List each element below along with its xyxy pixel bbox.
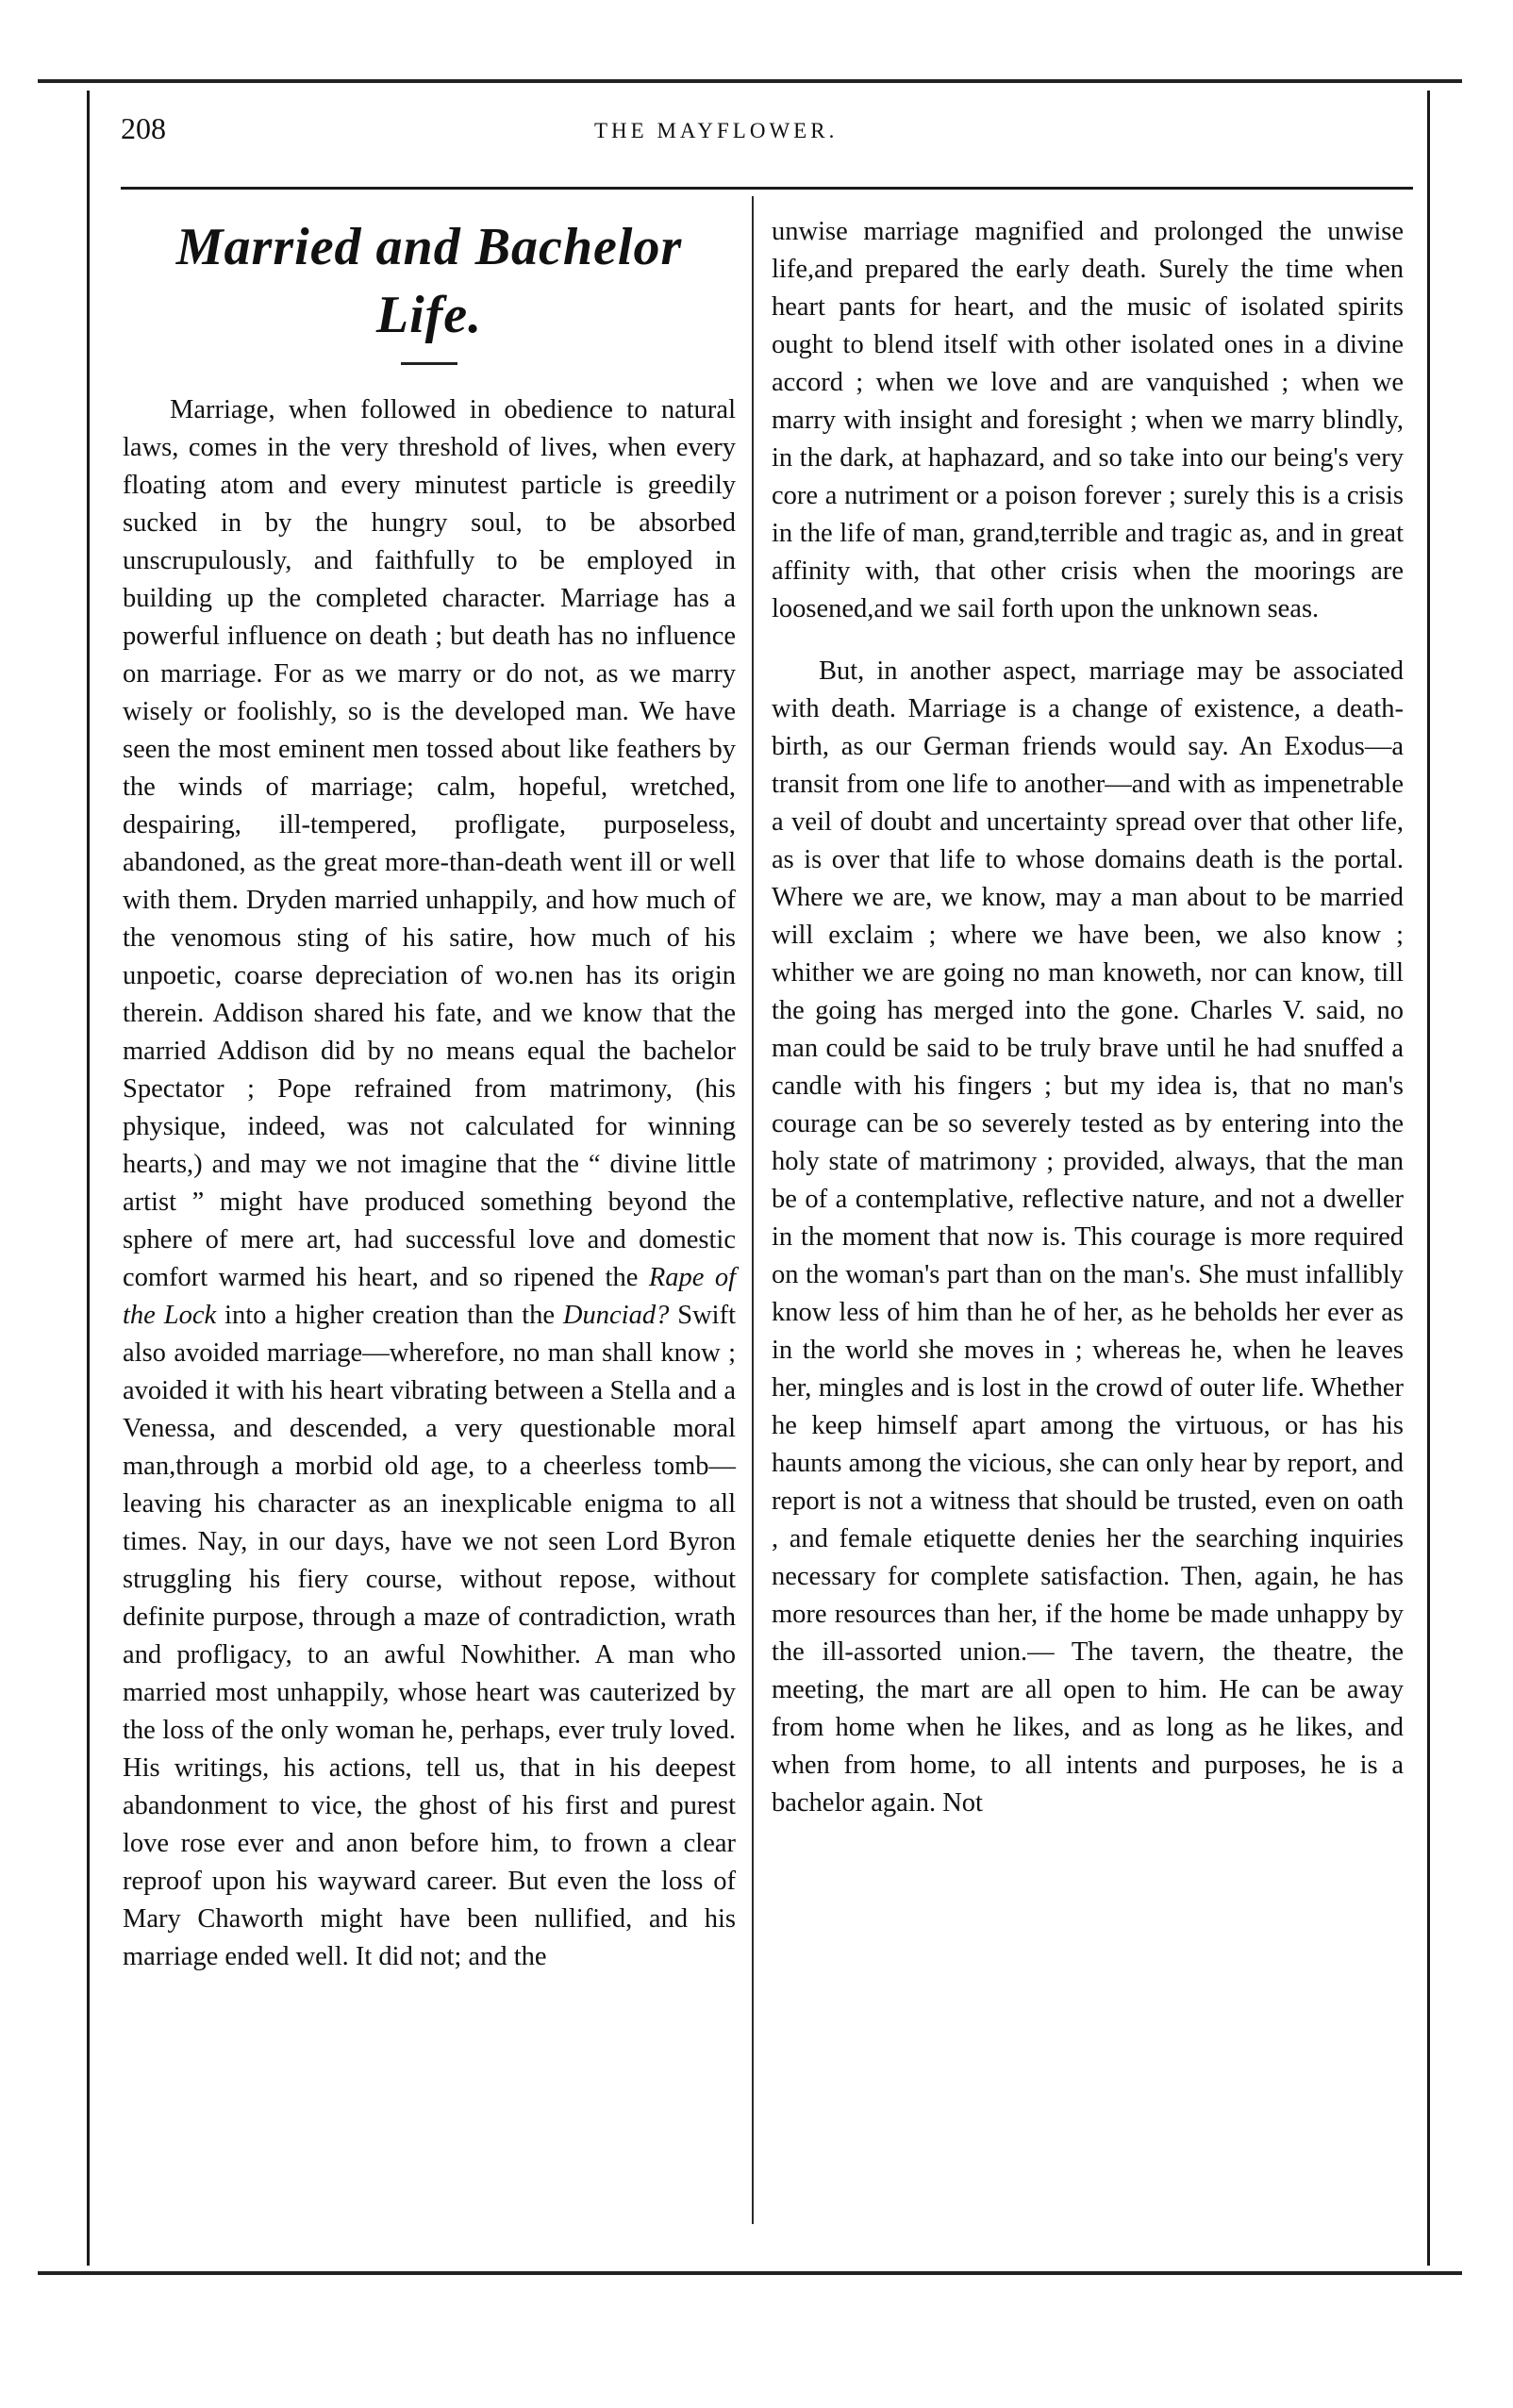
title-reference-dunciad: Dunciad? <box>562 1301 670 1330</box>
column-divider <box>752 196 754 2224</box>
header-rule <box>121 187 1413 190</box>
paragraph-1-text-a: Marriage, when followed in obedience to natural laws, comes in the very threshold of lives, when every floating atom and every minutest particle is greedily sucked in by the hungry soul, to be absorbed unscrupulously, and faithfully to be employed in building up the completed character. Marriage has a powerful influence on death ; but death has no influence on marriage. For as we marry or do not, as we marry wisely or foolishly, so is the developed man. We have seen the most eminent men tossed about like feathers by the winds of marriage; calm, hopeful, wretched, despairing, ill-tempered, profligate, purposeless, abandoned, as the great more-than-death went ill or well with them. Dryden married unhappily, and how much of the venomous sting of his satire, how much of his unpoetic, coarse depreciation of wo.nen has its origin therein. Addison shared his fate, and we know that the married Addison did by no means equal the bachelor Spectator ; Pope refrained from matrimony, (his physique, indeed, was not calculated for winning hearts,) and may we not imagine that the “ divine little artist ” might have produced something beyond the sphere of mere art, had successful love and domestic comfort warmed his heart, and so ripened the <box>123 395 736 1292</box>
title-ornament-dash <box>401 362 457 365</box>
paragraph-1 <box>123 391 736 1976</box>
paragraph-1-text-c: Swift also avoided marriage—wherefore, no man shall know ; avoided it with his heart vibrating between a Stella and a Venessa, and descended, a very questionable moral man,through a morbid old age, to a cheerless tomb—leaving his character as an inexplicable enigma to all times. Nay, in our days, have we not seen Lord Byron struggling his fiery course, without repose, without definite purpose, through a maze of contradiction, wrath and profligacy, to an awful Nowhither. A man who married most unhappily, whose heart was cauterized by the loss of the only woman he, perhaps, ever truly loved. His writings, his actions, tell us, that in his deepest abandonment to vice, the ghost of his first and purest love rose ever and anon before him, to frown a clear reproof upon his wayward career. But even the loss of Mary Chaworth might have been nullified, and his marriage ended well. It did not; and the <box>123 1301 736 1971</box>
paragraph-1-continued: unwise marriage magnified and prolonged the unwise life,and prepared the early death. Surely the time when heart pants for heart, and the music of isolated spirits ought to blend itself with other isolated ones in a divine accord ; when we love and are vanquished ; when we marry with insight and foresight ; when we marry blindly, in the dark, at haphazard, and so take into our being's very core a nutriment or a poison forever ; surely this is a crisis in the life of man, grand,terrible and tragic as, and in great affinity with, that other crisis when the moorings are loosened,and we sail forth upon the unknown seas. <box>772 217 1404 623</box>
bottom-border-rule <box>38 2271 1462 2275</box>
article-title: Married and Bachelor Life. <box>175 218 683 344</box>
paragraph-2: But, in another aspect, marriage may be associated with death. Marriage is a change of existence, a death-birth, as our German friends would say. An Exodus—a transit from one life to another—and with as impenetrable a veil of doubt and uncertainty spread over that other life, as is over that life to whose domains death is the portal. Where we are, we know, may a man about to be married will exclaim ; where we have been, we also know ; whither we are going no man knoweth, nor can know, till the going has merged into the gone. Charles V. said, no man could be said to be truly brave until he had snuffed a candle with his fingers ; but my idea is, that no man's courage can be so severely tested as by entering into the holy state of matrimony ; provided, always, that the man be of a contemplative, reflective nature, and not a dweller in the moment that now is. This courage is more required on the woman's part than on the man's. She must infallibly know less of him than he of her, as he beholds her ever as in the world she moves in ; whereas he, when he leaves her, mingles and is lost in the crowd of outer life. Whether he keep himself apart among the virtuous, or has his haunts among the vicious, she can only hear by report, and report is not a witness that should be trusted, even on oath , and female etiquette denies her the searching inquiries necessary for complete satisfaction. Then, again, he has more resources than her, if the home be made unhappy by the ill-assorted union.— The tavern, the theatre, the meeting, the mart are all open to him. He can be away from home when he likes, and as long as he likes, and when from home, to all intents and purposes, he is a bachelor again. Not <box>772 656 1404 1818</box>
paragraph-1-text-b: into a higher creation than the <box>224 1301 556 1330</box>
running-title: THE MAYFLOWER. <box>594 119 839 142</box>
page-number: 208 <box>121 111 166 145</box>
title-reference-rape-of-the-lock: Rape of the Lock <box>123 1263 736 1330</box>
right-column <box>772 213 1404 1847</box>
left-column <box>123 213 736 2001</box>
top-border-rule <box>38 79 1462 83</box>
